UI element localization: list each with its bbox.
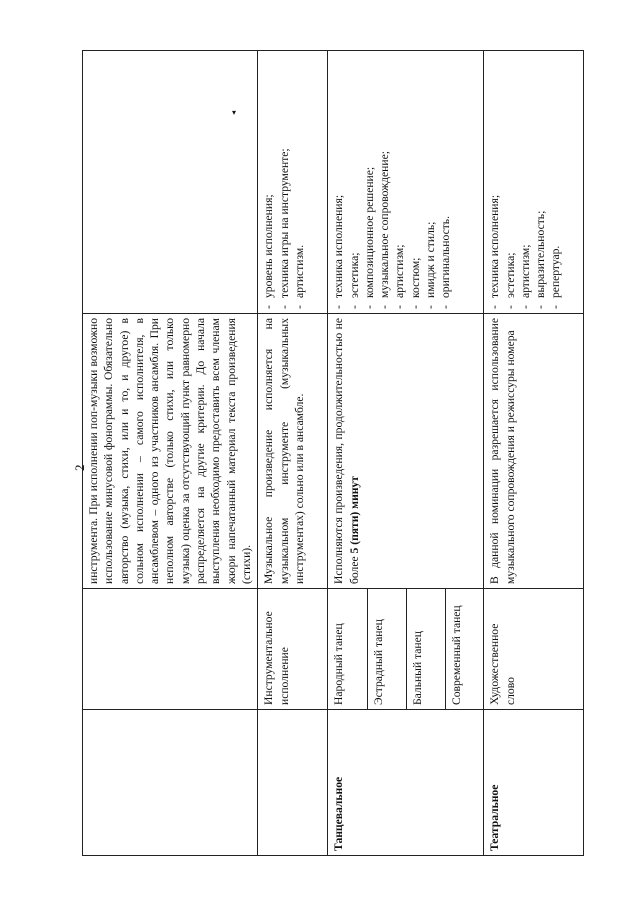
- page-number: 2: [72, 464, 87, 471]
- list-item: - композиционное решение;: [362, 55, 377, 309]
- list-item: - уровень исполнения;: [261, 55, 276, 309]
- evaluation-cell: [484, 51, 584, 314]
- direction-cell: Театральное: [484, 710, 584, 856]
- evaluation-cell: [328, 51, 484, 314]
- direction-cell: [83, 710, 258, 856]
- evaluation-list: [261, 55, 307, 309]
- nomination-modern-dance: Современный танец: [445, 589, 483, 709]
- table-row: [484, 51, 584, 856]
- list-item: - костюм;: [408, 55, 423, 309]
- nomination-cell: Художественное слово: [484, 589, 584, 710]
- rotated-page: [82, 51, 584, 856]
- list-item: - техника игры на инструменте;: [277, 55, 292, 309]
- evaluation-list: [487, 55, 563, 309]
- criteria-cell: [328, 314, 484, 589]
- table-row: [328, 51, 484, 856]
- direction-cell: Танцевальное: [328, 710, 484, 856]
- nomination-estrada-dance: Эстрадный танец: [367, 589, 406, 709]
- list-item: - техника исполнения;: [487, 55, 502, 309]
- table-row: [258, 51, 328, 856]
- nomination-cell: [328, 589, 484, 710]
- stray-mark: ▾: [232, 108, 237, 117]
- nomination-ballroom-dance: Бальный танец: [406, 589, 445, 709]
- direction-cell: [258, 710, 328, 856]
- list-item: - выразительность;: [533, 55, 548, 309]
- evaluation-list: [331, 55, 453, 309]
- table-row: [83, 51, 258, 856]
- list-item: - эстетика;: [503, 55, 518, 309]
- competition-table: [82, 50, 584, 856]
- nomination-cell: Инструментальное исполнение: [258, 589, 328, 710]
- list-item: - эстетика;: [347, 55, 362, 309]
- evaluation-cell: [258, 51, 328, 314]
- list-item: - артистизм;: [518, 55, 533, 309]
- list-item: - артистизм;: [392, 55, 407, 309]
- criteria-cell: В данной номинации разрешается использование музыкального сопровождения и режиссуры номера: [484, 314, 584, 589]
- criteria-text: Исполняются произведения, продолжительностью не более: [332, 318, 361, 584]
- list-item: - музыкальное сопровождение;: [377, 55, 392, 309]
- nomination-subtable: [328, 589, 483, 709]
- evaluation-cell: [83, 51, 258, 314]
- list-item: - оригинальность.: [438, 55, 453, 309]
- nomination-cell: [83, 589, 258, 710]
- list-item: - артистизм.: [292, 55, 307, 309]
- list-item: - репертуар.: [548, 55, 563, 309]
- criteria-cell: Музыкальное произведение исполняется на музыкальном инструменте (музыкальных инструментах) сольно или в ансамбле.: [258, 314, 328, 589]
- list-item: - техника исполнения;: [331, 55, 346, 309]
- criteria-cell: инструмента. При исполнении поп-музыки возможно использование минусовой фонограммы. Обязательно авторство (музыка, стихи, или и то, и другое) в сольном исполнении – самого исполнителя, в ансамблевом – одного из участников ансамбля. При неполном авторстве (только стихи, или только музыка) оценка за отсутствующий пункт равномерно распределяется на другие критерии. До начала выступления необходимо предоставить всем членам жюри напечатанный материал текста произведения (стихи).: [83, 314, 258, 589]
- duration-limit: 5 (пяти) минут: [347, 476, 361, 554]
- list-item: - имидж и стиль;: [423, 55, 438, 309]
- nomination-folk-dance: Народный танец: [328, 589, 367, 709]
